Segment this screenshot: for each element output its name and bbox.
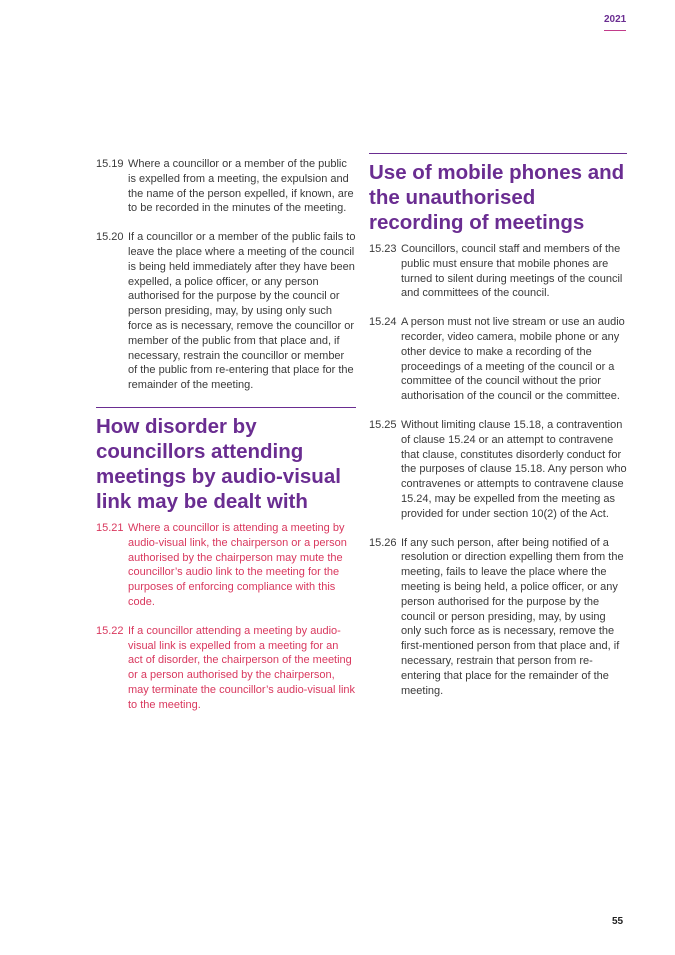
clause-15-19 [96,157,356,216]
clause-text: Where a councillor or a member of the public is expelled from a meeting, the expulsion and the name of the person expelled, if known, are to be recorded in the minutes of the meeting. [128,158,354,215]
clause-15-26 [369,536,627,699]
clause-text: Without limiting clause 15.18, a contravention of clause 15.24 or an attempt to contravene that clause, constitutes disorderly conduct for the purposes of clause 15.18. Any person who contravenes or attempts to contravene clause 15.24, may be expelled from the meeting as provided for under section 10(2) of the Act. [401,418,627,520]
left-column [96,157,356,727]
clause-text: A person must not live stream or use an audio recorder, video camera, mobile phone or any other device to make a recording of the proceedings of a meeting of the council or a committee of the council without the prior authorisation of the council or the committee. [401,316,625,403]
clause-text: Where a councillor is attending a meeting by audio-visual link, the chairperson or a person authorised by the chairperson may mute the councillor’s audio link to the meeting for the purposes of enforcing compliance with this code. [128,521,347,608]
section-divider [96,407,356,408]
clause-15-21 [96,521,356,610]
clause-text: If any such person, after being notified of a resolution or direction expelling them from the meeting, fails to leave the place where the meeting is being held, a police officer, or any person authorised for the purpose by the council or person presiding, may, by using only such force as is necessary, remove the first-mentioned person from that place and, if necessary, restrain that person from re-entering that place for the remainder of the meeting. [401,536,624,697]
clause-number: 15.25 [369,418,397,431]
clause-text: If a councillor attending a meeting by audio-visual link is expelled from a meeting for an act of disorder, the chairperson of the meeting or a person authorised by the chairperson, may terminate the councillor’s audio-visual link to the meeting. [128,624,356,711]
clause-number: 15.20 [96,231,124,244]
clause-text: Councillors, council staff and members of the public must ensure that mobile phones are turned to silent during meetings of the council and committees of the council. [401,243,623,300]
year-underline [604,30,626,31]
clause-number: 15.21 [96,521,124,534]
clause-text: If a councillor or a member of the public fails to leave the place where a meeting of the council is being held immediately after they have been expelled, a police officer, or any person authorised for the purpose by the council or person presiding, may, by using only such force as is necessary, remove the councillor or member of the public from that place and, if necessary, restrain the councillor or member of the public from re-entering that place for the remainder of the meeting. [128,231,356,392]
clause-15-20 [96,230,356,393]
clause-15-24 [369,315,627,404]
clause-number: 15.19 [96,158,124,170]
clause-15-25 [369,418,627,522]
section-heading-audio-visual: How disorder by councillors attending meetings by audio-visual link may be dealt with [96,414,341,513]
clause-15-23 [369,242,627,301]
clause-number: 15.23 [369,243,397,255]
page-number: 55 [612,916,624,927]
right-column [369,153,627,712]
clause-number: 15.24 [369,316,397,329]
clause-number: 15.22 [96,624,124,637]
document-year: 2021 [604,14,627,25]
clause-number: 15.26 [369,536,397,549]
section-divider [369,153,627,154]
clause-15-22 [96,624,356,713]
section-heading-mobile-phones: Use of mobile phones and the unauthorised recording of meetings [369,161,625,234]
